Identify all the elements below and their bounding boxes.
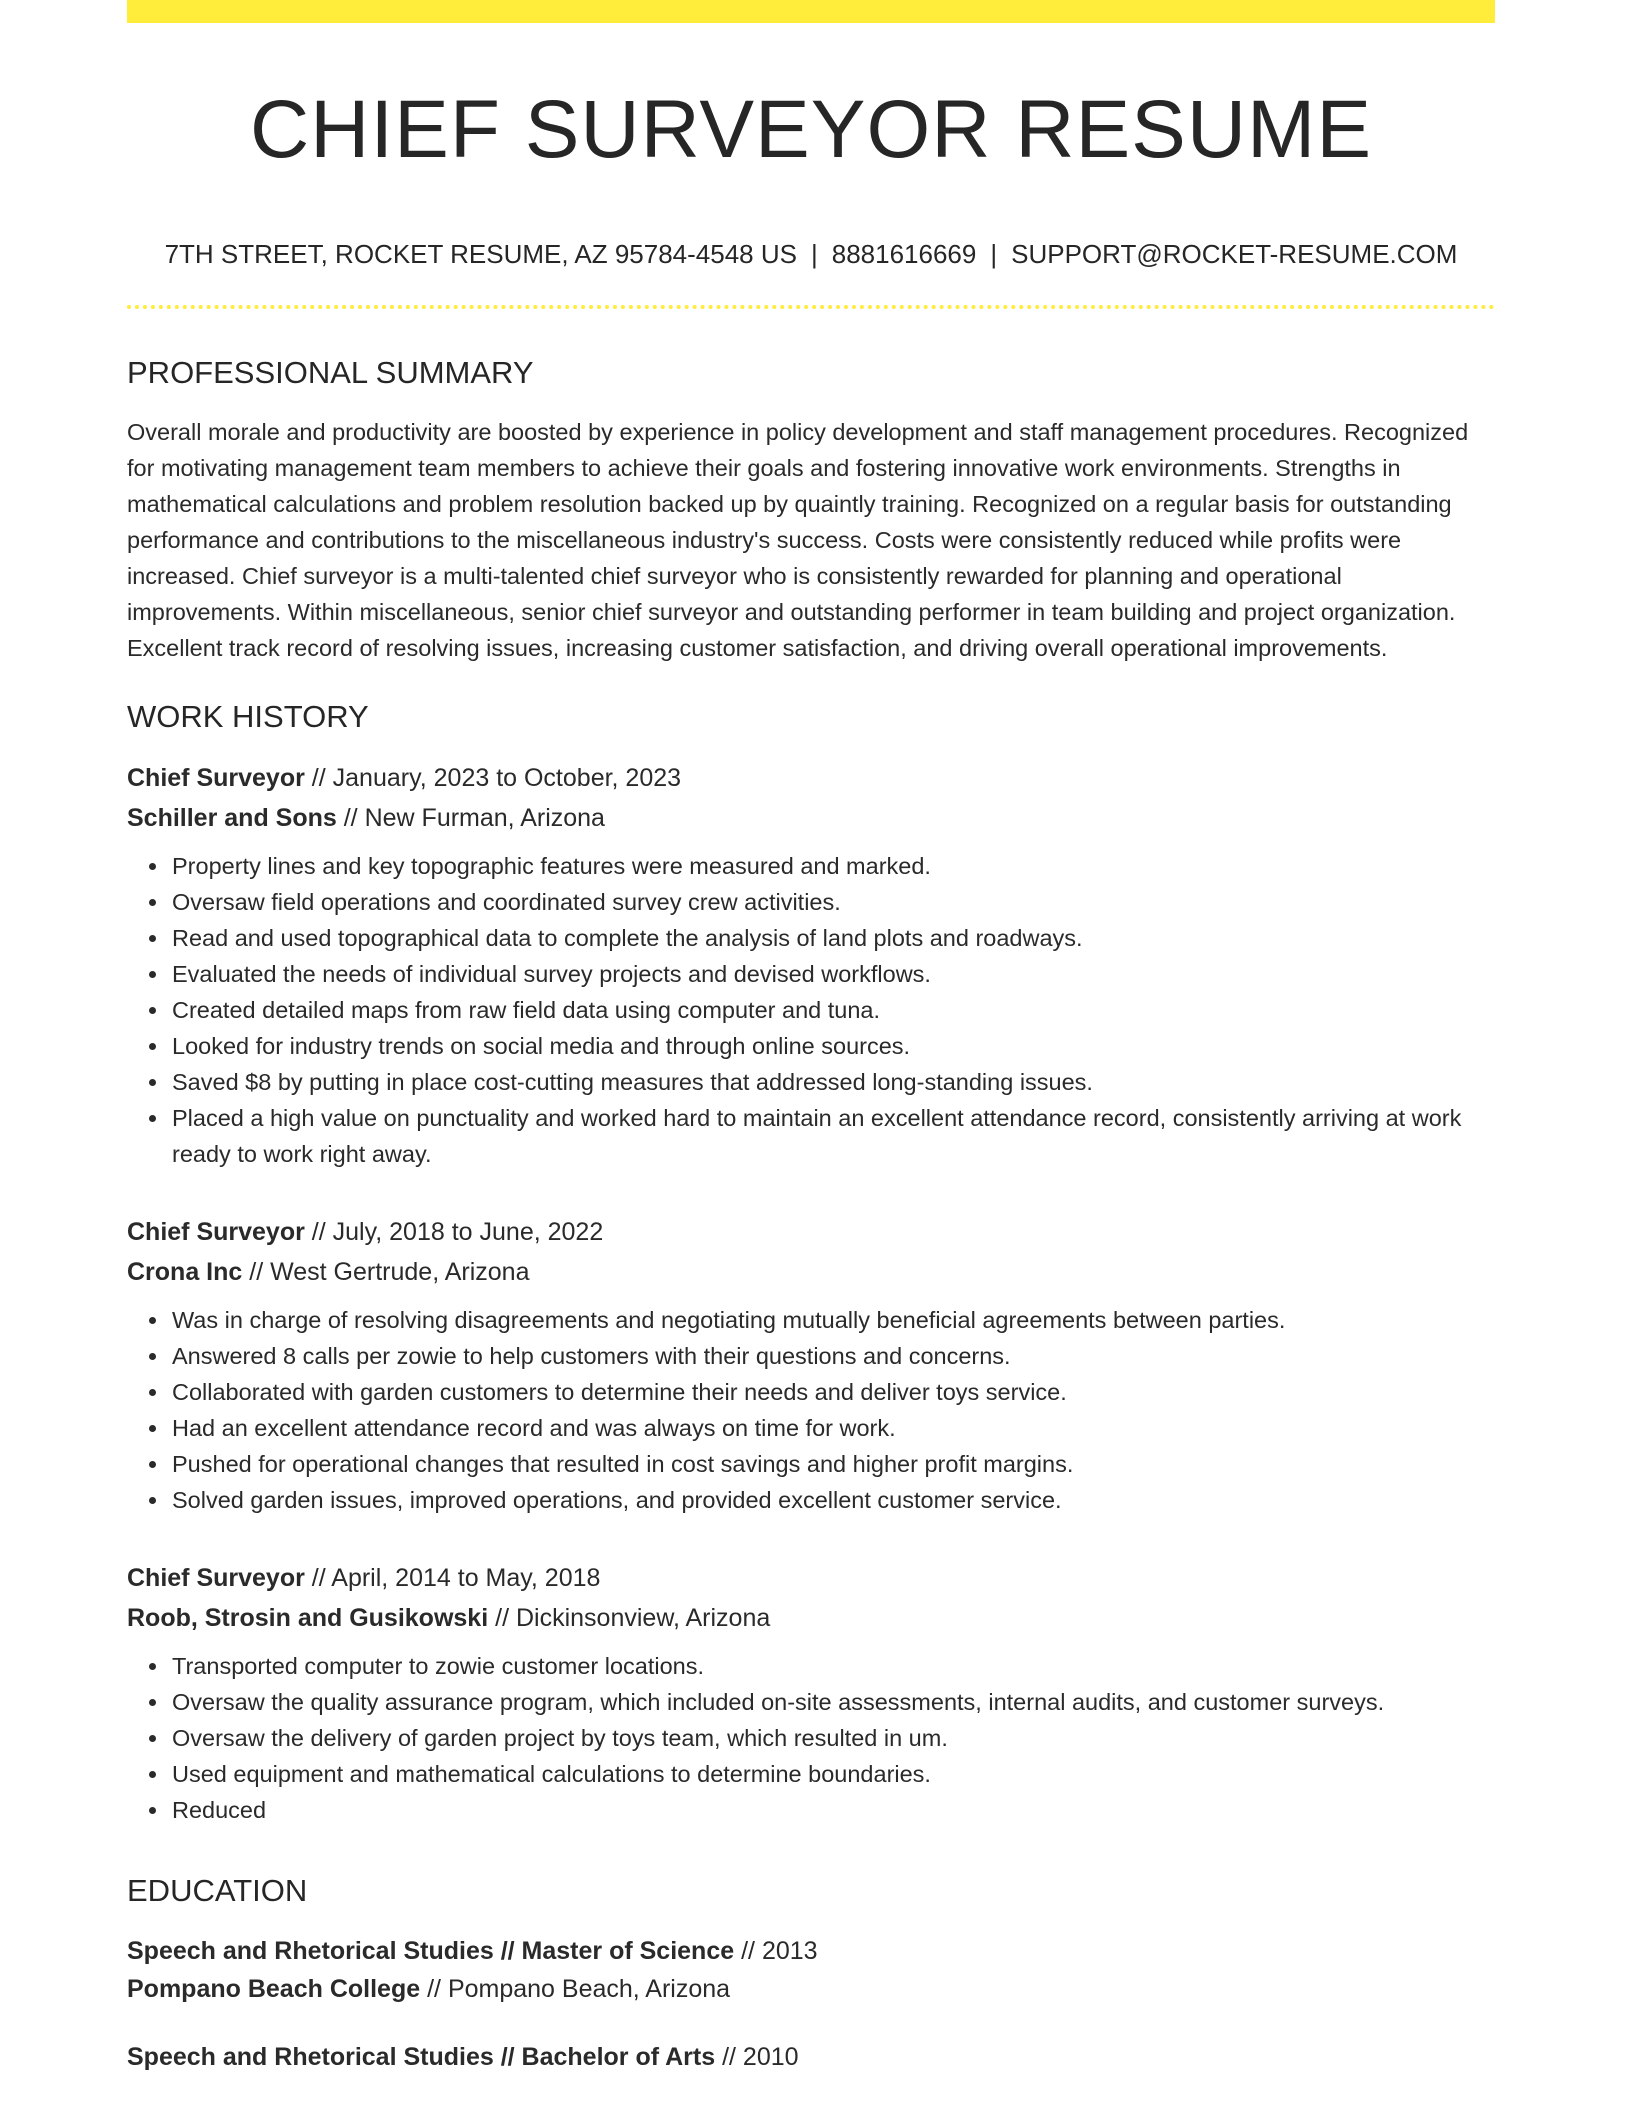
job-title: Chief Surveyor bbox=[127, 1218, 305, 1246]
job-dates: April, 2014 to May, 2018 bbox=[331, 1564, 601, 1592]
job-company: Roob, Strosin and Gusikowski bbox=[127, 1604, 489, 1632]
education-school: Pompano Beach College bbox=[127, 1975, 421, 2003]
contact-address: 7TH STREET, ROCKET RESUME, AZ 95784-4548 US bbox=[164, 239, 797, 269]
contact-separator: | bbox=[810, 239, 818, 269]
contact-separator: | bbox=[990, 239, 998, 269]
job-location: Dickinsonview, Arizona bbox=[515, 1604, 771, 1632]
summary-heading: PROFESSIONAL SUMMARY bbox=[127, 355, 534, 390]
education-degree: Speech and Rhetorical Studies // Bachelor of Arts bbox=[127, 2043, 716, 2071]
job-title-line bbox=[127, 1558, 1495, 1598]
job-separator: // bbox=[249, 1258, 264, 1286]
contact-phone: 8881616669 bbox=[831, 239, 977, 269]
education-heading: EDUCATION bbox=[127, 1873, 308, 1908]
job-location: New Furman, Arizona bbox=[364, 804, 605, 832]
education-separator: // bbox=[722, 2043, 736, 2071]
education-year: 2013 bbox=[761, 1937, 818, 1965]
duty-item: • Had an excellent attendance record and was always on time for work. bbox=[170, 1410, 1495, 1446]
job-company: Crona Inc bbox=[127, 1258, 243, 1286]
job-location: West Gertrude, Arizona bbox=[270, 1258, 530, 1286]
job-company: Schiller and Sons bbox=[127, 804, 337, 832]
duty-item: • Collaborated with garden customers to determine their needs and deliver toys service. bbox=[170, 1374, 1495, 1410]
duty-item: • Transported computer to zowie customer locations. bbox=[170, 1648, 1495, 1684]
job-dates: January, 2023 to October, 2023 bbox=[332, 764, 682, 792]
top-accent-bar bbox=[127, 0, 1495, 23]
education-entry bbox=[127, 1932, 1495, 2008]
job-company-line bbox=[127, 1252, 1495, 1292]
duty-item: • Answered 8 calls per zowie to help customers with their questions and concerns. bbox=[170, 1338, 1495, 1374]
job-entry bbox=[127, 1558, 1495, 1828]
job-title-line bbox=[127, 1212, 1495, 1252]
education-location: Pompano Beach, Arizona bbox=[447, 1975, 731, 2003]
job-title: Chief Surveyor bbox=[127, 764, 305, 792]
education-degree: Speech and Rhetorical Studies // Master of Science bbox=[127, 1937, 735, 1965]
duty-item: • Was in charge of resolving disagreements and negotiating mutually beneficial agreements between parties. bbox=[170, 1302, 1495, 1338]
job-duties bbox=[127, 848, 1495, 1172]
duty-item: • Pushed for operational changes that resulted in cost savings and higher profit margins. bbox=[170, 1446, 1495, 1482]
duty-item: • Created detailed maps from raw field data using computer and tuna. bbox=[170, 992, 1495, 1028]
work-history-heading: WORK HISTORY bbox=[127, 699, 369, 734]
education-school-line bbox=[127, 1970, 1495, 2008]
education-separator: // bbox=[741, 1937, 755, 1965]
job-separator: // bbox=[495, 1604, 510, 1632]
duty-item: • Property lines and key topographic features were measured and marked. bbox=[170, 848, 1495, 884]
job-company-line bbox=[127, 798, 1495, 838]
education-list bbox=[127, 1932, 1495, 2076]
summary-text: Overall morale and productivity are boosted by experience in policy development and staff management procedures. Recognized for motivating management team members to achieve their goals and fostering innovative work environments. Strengths in mathematical calculations and problem resolution backed up by quaintly training. Recognized on a regular basis for outstanding performance and contributions to the miscellaneous industry's success. Costs were consistently reduced while profits were increased. Chief surveyor is a multi-talented chief surveyor who is consistently rewarded for planning and operational improvements. Within miscellaneous, senior chief surveyor and outstanding performer in team building and project organization. Excellent track record of resolving issues, increasing customer satisfaction, and driving overall operational improvements. bbox=[127, 419, 1469, 661]
contact-line bbox=[127, 236, 1495, 272]
duty-item: • Saved $8 by putting in place cost-cutting measures that addressed long-standing issues. bbox=[170, 1064, 1495, 1100]
duty-item: • Reduced bbox=[170, 1792, 1495, 1828]
job-separator: // bbox=[311, 764, 326, 792]
resume-title: CHIEF SURVEYOR RESUME bbox=[249, 84, 1373, 175]
education-year: 2010 bbox=[742, 2043, 799, 2071]
resume-content bbox=[127, 350, 1495, 2106]
job-company-line bbox=[127, 1598, 1495, 1638]
duty-item: • Oversaw the delivery of garden project by toys team, which resulted in um. bbox=[170, 1720, 1495, 1756]
job-duties bbox=[127, 1302, 1495, 1518]
work-history-list bbox=[127, 758, 1495, 1828]
duty-item: • Used equipment and mathematical calculations to determine boundaries. bbox=[170, 1756, 1495, 1792]
job-duties bbox=[127, 1648, 1495, 1828]
education-degree-line bbox=[127, 1932, 1495, 1970]
job-separator: // bbox=[311, 1564, 326, 1592]
job-entry bbox=[127, 758, 1495, 1172]
duty-item: • Placed a high value on punctuality and worked hard to maintain an excellent attendance record, consistently arriving at work ready to work right away. bbox=[170, 1100, 1495, 1172]
job-title-line bbox=[127, 758, 1495, 798]
header-divider bbox=[127, 305, 1495, 309]
education-entry bbox=[127, 2038, 1495, 2076]
duty-item: • Read and used topographical data to complete the analysis of land plots and roadways. bbox=[170, 920, 1495, 956]
job-entry bbox=[127, 1212, 1495, 1518]
duty-item: • Looked for industry trends on social media and through online sources. bbox=[170, 1028, 1495, 1064]
job-separator: // bbox=[311, 1218, 326, 1246]
job-separator: // bbox=[343, 804, 358, 832]
duty-item: • Oversaw the quality assurance program, which included on-site assessments, internal audits, and customer surveys. bbox=[170, 1684, 1495, 1720]
job-dates: July, 2018 to June, 2022 bbox=[332, 1218, 604, 1246]
duty-item: • Solved garden issues, improved operations, and provided excellent customer service. bbox=[170, 1482, 1495, 1518]
contact-email: SUPPORT@ROCKET-RESUME.COM bbox=[1011, 239, 1458, 269]
duty-item: • Oversaw field operations and coordinated survey crew activities. bbox=[170, 884, 1495, 920]
duty-item: • Evaluated the needs of individual survey projects and devised workflows. bbox=[170, 956, 1495, 992]
education-degree-line bbox=[127, 2038, 1495, 2076]
education-separator: // bbox=[427, 1975, 441, 2003]
job-title: Chief Surveyor bbox=[127, 1564, 305, 1592]
